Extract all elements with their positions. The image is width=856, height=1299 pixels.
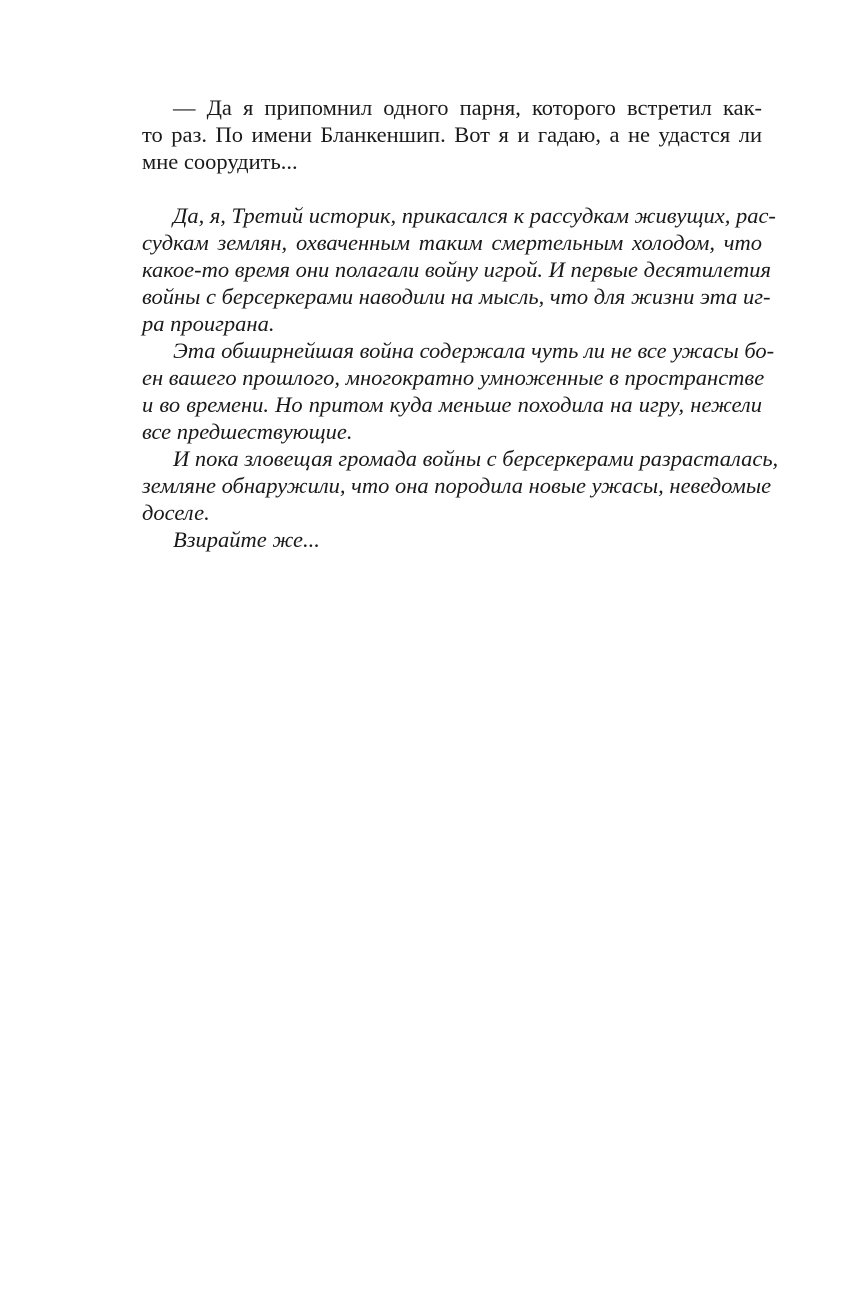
text-line: ен вашего прошлого, многократно умноженные в пространстве <box>142 365 765 390</box>
text-line: Эта обширнейшая война содержала чуть ли не все ужасы бо- <box>173 338 775 363</box>
text-line: И пока зловещая громада войны с берсеркерами разрасталась, <box>173 446 779 471</box>
text-line: Да, я, Третий историк, прикасался к рассудкам живущих, рас- <box>173 203 776 228</box>
text-line: — Да я припомнил одного парня, которого встретил как- <box>173 95 762 120</box>
text-line: Взирайте же... <box>173 527 320 552</box>
narration-paragraph <box>142 445 779 526</box>
dialogue-paragraph <box>142 94 762 175</box>
narration-paragraph <box>142 526 762 553</box>
narration-paragraph <box>142 202 776 337</box>
text-line: все предшествующие. <box>142 419 353 444</box>
text-line: доселе. <box>142 500 210 525</box>
text-line: земляне обнаружили, что она породила новые ужасы, неведомые <box>142 473 772 498</box>
text-line: ра проиграна. <box>142 311 275 336</box>
text-line: и во времени. Но притом куда меньше походила на игру, нежели <box>142 392 762 417</box>
text-line: мне соорудить... <box>142 149 298 174</box>
historian-narration <box>142 202 779 553</box>
text-line: войны с берсеркерами наводили на мысль, что для жизни эта иг- <box>142 284 771 309</box>
text-line: то раз. По имени Бланкеншип. Вот я и гадаю, а не удастся ли <box>142 122 762 147</box>
text-line: судкам землян, охваченным таким смертельным холодом, что <box>142 230 762 255</box>
text-line: какое-то время они полагали войну игрой. И первые десятилетия <box>142 257 771 282</box>
narration-paragraph <box>142 337 775 445</box>
